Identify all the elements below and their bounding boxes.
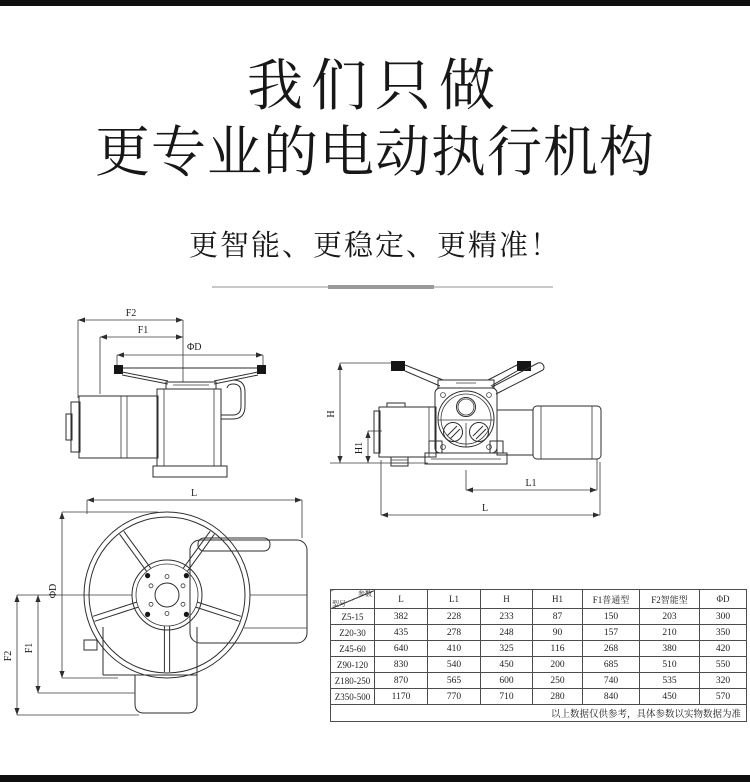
table-row <box>331 625 747 641</box>
footnote-row <box>331 705 747 722</box>
subtitle-underline-segment <box>328 285 434 289</box>
value-cell: 510 <box>640 657 700 673</box>
value-cell: 450 <box>640 689 700 705</box>
dim-label-f2-top: F2 <box>3 650 14 662</box>
value-cell: 210 <box>640 625 700 641</box>
table-row <box>331 673 747 689</box>
spec-table-body <box>331 609 747 705</box>
value-cell: 90 <box>533 625 583 641</box>
value-cell: 250 <box>533 673 583 689</box>
dim-label-l-top: L <box>190 488 198 499</box>
col-header: ΦD <box>700 590 747 609</box>
dim-label-phid: ΦD <box>187 342 202 353</box>
value-cell: 325 <box>481 641 533 657</box>
dim-label-f1: F1 <box>137 325 149 336</box>
value-cell: 540 <box>428 657 481 673</box>
value-cell: 350 <box>700 625 747 641</box>
spec-table <box>330 589 747 722</box>
bottom-black-bar <box>0 775 750 782</box>
headline-line1: 我们只做 <box>247 56 503 118</box>
value-cell: 248 <box>481 625 533 641</box>
value-cell: 870 <box>375 673 428 689</box>
value-cell: 550 <box>700 657 747 673</box>
subtitle: 更智能、更稳定、更精准！ <box>188 230 561 262</box>
model-cell: Z350-500 <box>331 689 375 705</box>
model-cell: Z20-30 <box>331 625 375 641</box>
value-cell: 320 <box>700 673 747 689</box>
value-cell: 268 <box>583 641 640 657</box>
value-cell: 435 <box>375 625 428 641</box>
model-cell: Z45-60 <box>331 641 375 657</box>
value-cell: 600 <box>481 673 533 689</box>
value-cell: 233 <box>481 609 533 625</box>
spec-table-header-row <box>331 590 747 609</box>
value-cell: 380 <box>640 641 700 657</box>
value-cell: 280 <box>533 689 583 705</box>
dim-label-h1: H1 <box>354 441 365 455</box>
headline-line2: 更专业的电动执行机构 <box>94 122 655 183</box>
value-cell: 710 <box>481 689 533 705</box>
corner-label-parameter: 参数 <box>358 590 372 598</box>
col-header: H1 <box>533 590 583 609</box>
value-cell: 770 <box>428 689 481 705</box>
value-cell: 203 <box>640 609 700 625</box>
col-header: L <box>375 590 428 609</box>
dim-label-f2: F2 <box>125 308 137 319</box>
value-cell: 830 <box>375 657 428 673</box>
subtitle-underline <box>212 286 553 288</box>
front-view-drawing <box>325 330 615 525</box>
table-row <box>331 657 747 673</box>
value-cell: 150 <box>583 609 640 625</box>
dim-label-l1: L1 <box>525 478 537 489</box>
side-view-drawing <box>55 302 355 484</box>
col-header: F2智能型 <box>640 590 700 609</box>
value-cell: 87 <box>533 609 583 625</box>
footnote-text: 以上数据仅供参考，具体参数以实物数据为准 <box>331 705 747 722</box>
col-header: F1普通型 <box>583 590 640 609</box>
dim-label-l: L <box>481 503 489 514</box>
value-cell: 200 <box>533 657 583 673</box>
table-row <box>331 609 747 625</box>
table-row <box>331 641 747 657</box>
value-cell: 740 <box>583 673 640 689</box>
dim-label-f1-top: F1 <box>24 642 35 654</box>
value-cell: 450 <box>481 657 533 673</box>
value-cell: 228 <box>428 609 481 625</box>
table-row <box>331 689 747 705</box>
dim-label-h: H <box>326 410 337 418</box>
model-cell: Z90-120 <box>331 657 375 673</box>
top-black-bar <box>0 0 750 6</box>
corner-label-model: 型号 <box>332 600 346 608</box>
value-cell: 1170 <box>375 689 428 705</box>
model-cell: Z5-15 <box>331 609 375 625</box>
dim-label-phid-top: ΦD <box>48 583 59 599</box>
value-cell: 565 <box>428 673 481 689</box>
value-cell: 382 <box>375 609 428 625</box>
corner-cell <box>331 590 375 609</box>
value-cell: 278 <box>428 625 481 641</box>
model-cell: Z180-250 <box>331 673 375 689</box>
value-cell: 570 <box>700 689 747 705</box>
value-cell: 116 <box>533 641 583 657</box>
value-cell: 420 <box>700 641 747 657</box>
col-header: L1 <box>428 590 481 609</box>
value-cell: 685 <box>583 657 640 673</box>
col-header: H <box>481 590 533 609</box>
value-cell: 300 <box>700 609 747 625</box>
value-cell: 410 <box>428 641 481 657</box>
value-cell: 840 <box>583 689 640 705</box>
value-cell: 535 <box>640 673 700 689</box>
value-cell: 640 <box>375 641 428 657</box>
value-cell: 157 <box>583 625 640 641</box>
top-view-drawing <box>3 488 323 728</box>
